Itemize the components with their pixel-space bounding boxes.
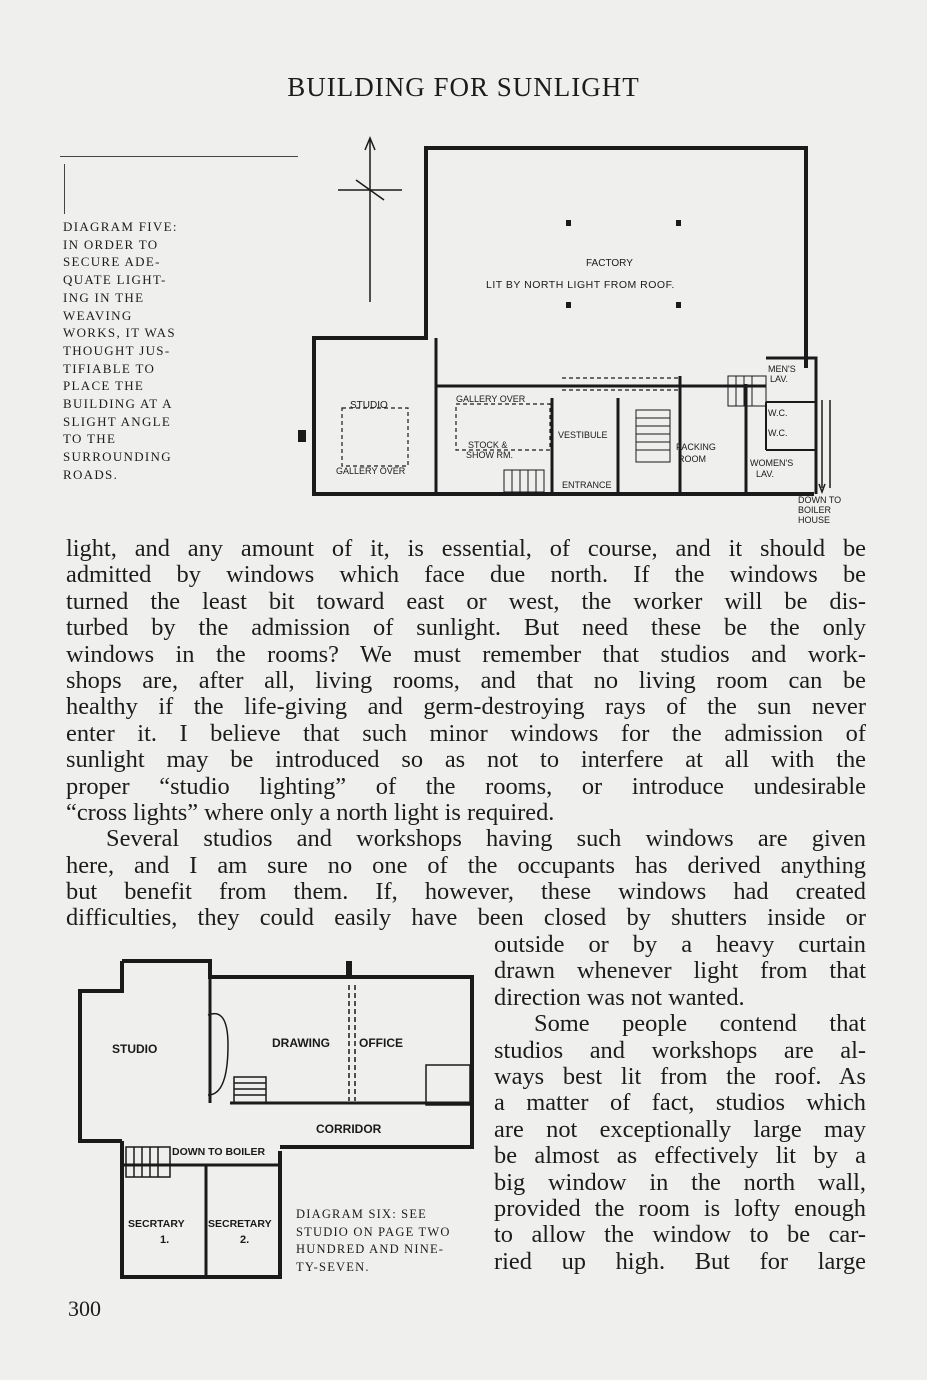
chimney xyxy=(346,961,352,979)
secretary-2-label: SECRETARY xyxy=(208,1218,272,1230)
caption-line: SECURE ADE- xyxy=(63,254,161,270)
text-line: but benefit from them. If, however, these windows had created xyxy=(66,878,866,906)
text-line: difficulties, they could easily have been closed by shutters inside or xyxy=(66,904,866,932)
gallery-label: GALLERY OVER xyxy=(456,394,526,404)
text-line: shops are, after all, living rooms, and that no living room can be xyxy=(66,666,866,694)
drawing-office-label: DRAWING xyxy=(272,1036,330,1050)
caption-bar xyxy=(64,164,65,214)
corridor-label: CORRIDOR xyxy=(316,1122,382,1136)
diagram-five-floor-plan xyxy=(290,132,860,532)
caption-line: HUNDRED AND NINE- xyxy=(296,1242,445,1256)
boiler-label-3: HOUSE xyxy=(798,515,831,525)
text-line: windows in the rooms? We must remember that studios and work- xyxy=(66,640,866,668)
column xyxy=(676,220,681,226)
text-line: sunlight may be introduced so as not to interfere at all with the xyxy=(66,746,866,774)
womens-lav-label: WOMEN'S xyxy=(750,458,794,468)
caption-line: WEAVING xyxy=(63,307,133,323)
stock-label: STOCK & xyxy=(468,440,508,450)
text-line: proper “studio lighting” of the rooms, or introduce undesirable xyxy=(66,772,866,800)
text-line: a matter of fact, studios which xyxy=(494,1089,866,1117)
stair xyxy=(234,1077,266,1103)
text-line: turned the least bit toward east or west, the worker will be dis- xyxy=(66,587,866,615)
office-label: OFFICE xyxy=(359,1036,403,1050)
fireplace xyxy=(298,430,306,442)
down-to-boiler-label: DOWN TO BOILER xyxy=(172,1146,266,1158)
building-walls xyxy=(122,961,472,1147)
text-line: ried up high. But for large xyxy=(494,1247,866,1275)
stair xyxy=(504,470,544,492)
text-line: “cross lights” where only a north light is required. xyxy=(66,798,555,826)
wc-label-2: W.C. xyxy=(768,428,788,438)
factory-note: LIT BY NORTH LIGHT FROM ROOF. xyxy=(486,279,675,291)
caption-line: DIAGRAM FIVE: xyxy=(63,219,178,234)
caption-line: SLIGHT ANGLE xyxy=(63,413,172,429)
gallery-outline xyxy=(342,408,408,466)
packing-label: PACKING xyxy=(676,442,716,452)
gallery-label-2: GALLERY OVER xyxy=(336,466,406,476)
caption-line: TIFIABLE TO xyxy=(63,360,156,376)
secretary-1-number: 1. xyxy=(160,1234,170,1246)
text-line: light, and any amount of it, is essential, of course, and it should be xyxy=(66,535,866,562)
caption-line: BUILDING AT A xyxy=(63,396,173,412)
caption-line: WORKS, IT WAS xyxy=(63,325,176,341)
text-line: provided the room is lofty enough xyxy=(494,1194,866,1222)
caption-line: PLACE THE xyxy=(63,378,145,394)
text-line: Some people contend that xyxy=(534,1010,866,1038)
text-line: Several studios and workshops having such windows are given xyxy=(106,825,866,853)
caption-line: IN ORDER TO xyxy=(63,236,159,252)
mens-lav-label: MEN'S xyxy=(768,364,796,374)
caption-line: SURROUNDING xyxy=(63,449,172,465)
wc-label: W.C. xyxy=(768,408,788,418)
text-line: big window in the north wall, xyxy=(494,1168,866,1196)
secretary-2-number: 2. xyxy=(240,1234,250,1246)
closet xyxy=(426,1065,470,1105)
text-line: enter it. I believe that such minor windows for the admission of xyxy=(66,719,866,747)
diagram-five-caption xyxy=(63,218,178,484)
studio-label: STUDIO xyxy=(112,1042,158,1056)
column-text xyxy=(494,932,866,1275)
text-line: are not exceptionally large may xyxy=(494,1115,866,1143)
mens-lav-label-2: LAV. xyxy=(770,374,789,384)
factory-label: FACTORY xyxy=(586,258,633,269)
column xyxy=(676,302,681,308)
caption-line: DIAGRAM SIX: SEE xyxy=(296,1207,428,1221)
text-line: drawn whenever light from that xyxy=(494,957,866,985)
running-header: BUILDING FOR SUNLIGHT xyxy=(287,72,640,102)
text-line: studios and workshops are al- xyxy=(494,1036,866,1064)
vestibule-label: VESTIBULE xyxy=(558,430,608,440)
text-line: healthy if the life-giving and germ-destroying rays of the sun never xyxy=(66,693,866,721)
studio-label: STUDIO xyxy=(350,400,388,411)
text-line: admitted by windows which face due north. If the windows be xyxy=(66,561,866,589)
boiler-label-2: BOILER xyxy=(798,505,832,515)
caption-line: TY-SEVEN. xyxy=(296,1259,370,1274)
caption-line: ING IN THE xyxy=(63,289,145,305)
column xyxy=(566,220,571,226)
text-line: outside or by a heavy curtain xyxy=(494,931,866,958)
text-line: here, and I am sure no one of the occupants has derived anything xyxy=(66,851,866,879)
column xyxy=(566,302,571,308)
text-line: ways best lit from the roof. As xyxy=(494,1062,866,1090)
body-text xyxy=(66,536,866,932)
caption-line: QUATE LIGHT- xyxy=(63,272,167,288)
caption-rule xyxy=(60,156,298,157)
caption-line: STUDIO ON PAGE TWO xyxy=(296,1224,451,1239)
stair xyxy=(126,1147,170,1177)
north-arrow xyxy=(338,138,402,302)
caption-line: THOUGHT JUS- xyxy=(63,342,171,358)
text-line: be almost as effectively lit by a xyxy=(494,1142,866,1170)
entrance-label: ENTRANCE xyxy=(562,480,612,490)
secretary-1-label: SECRTARY xyxy=(128,1218,185,1230)
show-room-label: SHOW RM. xyxy=(466,450,513,460)
secretary-walls xyxy=(122,1141,280,1277)
caption-line: ROADS. xyxy=(63,466,119,482)
text-line: turbed by the admission of sunlight. But need these be the only xyxy=(66,614,866,642)
text-line: to allow the window to be car- xyxy=(494,1221,866,1249)
page-number: 300 xyxy=(68,1296,101,1321)
packing-label-2: ROOM xyxy=(678,454,706,464)
boiler-label: DOWN TO xyxy=(798,495,842,505)
womens-lav-label-2: LAV. xyxy=(756,469,775,479)
text-line: direction was not wanted. xyxy=(494,983,745,1011)
diagram-six-caption xyxy=(296,1206,451,1276)
caption-line: TO THE xyxy=(63,431,117,447)
